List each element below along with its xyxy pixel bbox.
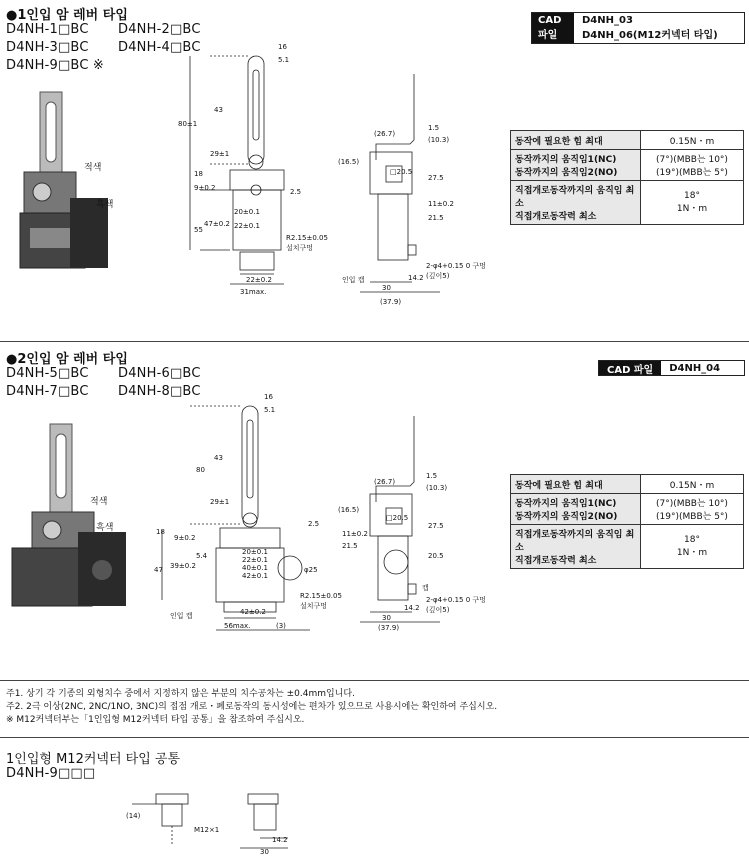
dim-label: 18 [156,528,165,536]
dim-label: 인입 캡 [170,612,193,620]
dim-label: 22±0.1 [242,556,268,564]
model-name: D4NH-9□BC ※ [6,58,105,73]
dim-label: R2.15±0.05 [300,592,342,600]
spec-value: 0.15N・m [669,136,715,147]
model-name: D4NH-2□BC [118,22,201,37]
dimension-drawing-side-1 [330,70,500,310]
spec-key: 동작에 필요한 힘 최대 [515,480,603,491]
dim-label: (26.7) [374,130,396,138]
spec-value: 1N・m [676,204,708,214]
section2-title: ●2인입 암 레버 타입 [6,352,128,367]
dim-label: 47 [154,566,163,574]
dim-label: 1.5 [426,472,438,480]
dim-label: 42±0.1 [242,572,268,580]
dim-label: 20.5 [428,552,444,560]
dimension-drawing-side-2 [330,412,500,632]
section3-title: 1인입형 M12커넥터 타입 공통 [6,752,181,767]
dim-label: (깊이5) [426,272,450,280]
dim-label: (깊이5) [426,606,450,614]
spec-key: 동작까지의 움직임1(NC) [515,499,617,509]
model-name: D4NH-8□BC [118,384,201,399]
dim-label: (16.5) [338,506,360,514]
dim-label: 16 [264,393,273,401]
dim-label: 설치구멍 [286,244,314,252]
dim-label: M12×1 [194,826,220,834]
cad-file-box [598,360,745,376]
model-name: D4NH-7□BC [6,384,89,399]
dim-label: (37.9) [378,624,400,632]
photo-label-red: 적색 [90,497,108,507]
dim-label: (16.5) [338,158,360,166]
dim-label: 2-φ4+0.15 0 구멍 [426,262,486,270]
model-name: D4NH-1□BC [6,22,89,37]
dim-label: 29±1 [210,150,230,158]
spec-value: 18° [684,191,700,201]
cad-file-label: CAD 파일 [532,13,574,43]
dim-label: □20.5 [390,168,413,176]
dim-label: 5.1 [264,406,276,414]
dim-label: (10.3) [426,484,448,492]
dim-label: 22±0.1 [234,222,260,230]
cad-file-value: D4NH_04 [669,362,721,374]
dim-label: 2.5 [290,188,302,196]
dim-label: 설치구멍 [300,602,328,610]
footnote: 주2. 2극 이상(2NC, 2NC/1NO, 3NC)의 접점 개로・폐로동작의 동시성에는 편차가 있으므로 사용시에는 확인하여 주십시오. [6,702,498,712]
spec-table-1 [510,130,744,225]
footnote: 주1. 상기 각 기종의 외형치수 중에서 지정하지 않은 부분의 치수공차는 ±0.4mm입니다. [6,689,355,699]
cad-file-label: CAD 파일 [599,361,661,375]
dim-label: 21.5 [342,542,358,550]
photo-label-black: 흑색 [96,200,114,210]
model-name: D4NH-4□BC [118,40,201,55]
dimension-drawing-m12 [120,786,310,856]
dimension-drawing-front-1 [170,40,328,300]
dim-label: 39±0.2 [170,562,196,570]
dim-label: (37.9) [380,298,402,306]
dim-label: 20±0.1 [234,208,260,216]
dim-label: 2-φ4+0.15 0 구멍 [426,596,486,604]
dim-label: (26.7) [374,478,396,486]
spec-key: 동작까지의 움직임2(NO) [515,512,618,522]
dim-label: 27.5 [428,522,444,530]
dim-label: 30 [382,284,391,292]
dim-label: 11±0.2 [342,530,368,538]
dim-label: 30 [382,614,391,622]
dim-label: 55 [194,226,203,234]
section1-title: ●1인입 암 레버 타입 [6,8,128,23]
dim-label: 80±1 [178,120,198,128]
section-divider [0,680,749,681]
model-name: D4NH-9□□□ [6,766,96,781]
spec-value: (19°)(MBB는 5°) [656,512,728,522]
section-divider [0,341,749,342]
dim-label: 18 [194,170,203,178]
spec-value: (19°)(MBB는 5°) [656,168,728,178]
spec-key: 동작까지의 움직임1(NC) [515,155,617,165]
spec-value: 18° [684,535,700,545]
dim-label: 5.1 [278,56,290,64]
dim-label: 14.2 [408,274,424,282]
dim-label: 56max. [224,622,251,630]
cad-file-value: D4NH_03 [582,15,633,26]
cad-file-box [531,12,745,44]
spec-key: 직접개로동작력 최소 [515,212,597,222]
spec-value: (7°)(MBB는 10°) [656,155,728,165]
dim-label: 47±0.2 [204,220,230,228]
dim-label: 21.5 [428,214,444,222]
dim-label: 16 [278,43,287,51]
dim-label: 1.5 [428,124,440,132]
dim-label: 22±0.2 [246,276,272,284]
dim-label: 14.2 [272,836,288,844]
cad-file-value: D4NH_06(M12커넥터 타입) [582,30,718,41]
dim-label: 20±0.1 [242,548,268,556]
dim-label: 인입 캡 [342,276,365,284]
dim-label: 캡 [422,584,429,592]
photo-label-black: 흑색 [96,523,114,533]
dim-label: □20.5 [386,514,409,522]
dim-label: 40±0.1 [242,564,268,572]
dim-label: 14.2 [404,604,420,612]
dim-label: 2.5 [308,520,320,528]
dim-label: R2.15±0.05 [286,234,328,242]
spec-key: 동작까지의 움직임2(NO) [515,168,618,178]
photo-label-red: 적색 [84,163,102,173]
spec-key: 직접개로동작력 최소 [515,556,597,566]
spec-table-2 [510,474,744,569]
dim-label: 11±0.2 [428,200,454,208]
dim-label: 43 [214,106,223,114]
dim-label: 43 [214,454,223,462]
dim-label: 80 [196,466,205,474]
dim-label: 29±1 [210,498,230,506]
spec-value: (7°)(MBB는 10°) [656,499,728,509]
product-photo-2 [8,420,130,610]
spec-value: 0.15N・m [669,480,715,491]
spec-key: 직접개로동작까지의 움직임 최소 [515,530,635,553]
dim-label: 42±0.2 [240,608,266,616]
footnote: ※ M12커넥터부는「1인입형 M12커넥터 타입 공통」을 참조하여 주십시오. [6,715,305,725]
model-name: D4NH-5□BC [6,366,89,381]
dim-label: 9±0.2 [194,184,216,192]
dim-label: 27.5 [428,174,444,182]
dim-label: 30 [260,848,269,856]
dim-label: 5.4 [196,552,208,560]
dim-label: 9±0.2 [174,534,196,542]
dim-label: 31max. [240,288,267,296]
section-divider [0,737,749,738]
spec-value: 1N・m [676,548,708,558]
spec-key: 동작에 필요한 힘 최대 [515,136,603,147]
dim-label: (10.3) [428,136,450,144]
product-photo-1 [10,88,120,273]
spec-key: 직접개로동작까지의 움직임 최소 [515,186,635,209]
dimension-drawing-front-2 [150,390,342,640]
model-name: D4NH-3□BC [6,40,89,55]
model-name: D4NH-6□BC [118,366,201,381]
dim-label: (3) [276,622,286,630]
dim-label: φ25 [304,566,318,574]
dim-label: (14) [126,812,141,820]
